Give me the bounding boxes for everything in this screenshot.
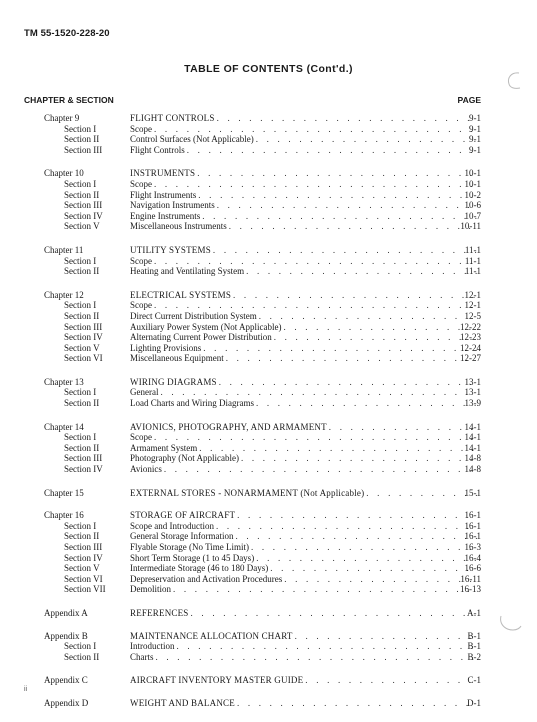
dot-leader	[246, 266, 477, 277]
page-number: 12-23	[460, 332, 481, 343]
page-number: 12-24	[460, 342, 481, 353]
toc-section-entry	[0, 179, 537, 190]
dot-leader	[366, 488, 477, 499]
page-number: 13-9	[464, 398, 481, 409]
dot-leader	[217, 200, 477, 211]
toc-section-entry	[0, 256, 537, 267]
toc-block	[0, 608, 537, 619]
section-title: Direct Current Distribution System	[130, 310, 257, 321]
section-label: Section I	[64, 300, 97, 311]
toc-entry-line	[130, 332, 477, 343]
toc-section-entry	[0, 134, 537, 145]
page-number: 11-1	[464, 266, 481, 277]
toc-main-entry	[0, 488, 537, 499]
section-title: Scope	[130, 178, 152, 189]
toc-block	[0, 113, 537, 155]
section-title: Scope	[130, 255, 152, 266]
toc-section-entry	[0, 200, 537, 211]
section-label: Section III	[64, 453, 103, 464]
dot-leader	[295, 631, 477, 642]
toc-entry-line	[130, 300, 477, 311]
toc-section-entry	[0, 584, 537, 595]
page-number: 12-1	[464, 289, 481, 300]
section-title: Control Surfaces (Not Applicable)	[130, 134, 254, 145]
toc-section-entry	[0, 641, 537, 652]
dot-leader	[213, 245, 477, 256]
dot-leader	[199, 443, 477, 454]
toc-entry-line	[130, 608, 477, 619]
section-title: Intermediate Storage (46 to 180 Days)	[130, 563, 269, 574]
toc-entry-line	[130, 453, 477, 464]
section-label: Section VII	[64, 584, 106, 595]
toc-section-entry	[0, 145, 537, 156]
dot-leader	[305, 675, 477, 686]
section-label: Section II	[64, 651, 100, 662]
dot-leader	[203, 343, 477, 354]
binder-hole-mark-top	[503, 70, 525, 92]
dot-leader	[160, 387, 477, 398]
toc-entry-line	[130, 443, 477, 454]
dot-leader	[156, 652, 478, 663]
section-title: Photography (Not Applicable)	[130, 453, 239, 464]
toc-section-entry	[0, 266, 537, 277]
chapter-label: Chapter 16	[44, 510, 84, 521]
section-title: Flyable Storage (No Time Limit)	[130, 542, 249, 552]
toc-section-entry	[0, 300, 537, 311]
page-number: 9-1	[469, 144, 481, 155]
page-number: 10-6	[464, 200, 481, 211]
toc-entry-line	[130, 432, 477, 443]
section-title: Lighting Provisions	[130, 342, 202, 353]
toc-section-entry	[0, 443, 537, 454]
toc-entry-line	[130, 343, 477, 354]
toc-block	[0, 631, 537, 663]
page-number: 13-1	[464, 376, 481, 387]
document-id: TM 55-1520-228-20	[24, 28, 110, 39]
page-number: 16-6	[464, 563, 481, 574]
section-label: Section III	[64, 200, 103, 211]
toc-entry-line	[130, 553, 477, 564]
toc-section-entry	[0, 322, 537, 333]
section-label: Section I	[64, 641, 97, 652]
scan-mark-corner: ii	[24, 686, 28, 693]
page-number: 10-11	[460, 221, 481, 232]
chapter-label: Chapter 15	[44, 487, 84, 498]
toc-main-entry	[0, 675, 537, 686]
toc-section-entry	[0, 521, 537, 532]
dot-leader	[226, 353, 477, 364]
dot-leader	[202, 211, 477, 222]
section-label: Section I	[64, 387, 97, 398]
toc-section-entry	[0, 563, 537, 574]
toc-entry-line	[130, 510, 477, 521]
dot-leader	[241, 453, 477, 464]
toc-entry-line	[130, 641, 477, 652]
toc-section-entry	[0, 221, 537, 232]
chapter-label: Appendix C	[44, 675, 88, 686]
dot-leader	[197, 168, 477, 179]
page-number: 12-27	[460, 353, 481, 364]
toc-entry-line	[130, 631, 477, 642]
toc-entry-line	[130, 542, 477, 553]
section-label: Section IV	[64, 552, 103, 563]
section-title: Scope	[130, 432, 152, 443]
section-label: Section II	[64, 442, 100, 453]
chapter-label: Chapter 13	[44, 376, 84, 387]
chapter-label: Appendix A	[44, 607, 88, 618]
toc-entry-line	[130, 145, 477, 156]
toc-section-entry	[0, 574, 537, 585]
section-label: Section II	[64, 310, 100, 321]
toc-block	[0, 377, 537, 409]
section-label: Section II	[64, 266, 100, 277]
table-of-contents	[0, 113, 537, 722]
chapter-title: WIRING DIAGRAMS	[130, 376, 217, 387]
toc-section-entry	[0, 432, 537, 443]
page-number: 16-1	[464, 531, 481, 542]
chapter-title: AIRCRAFT INVENTORY MASTER GUIDE	[130, 675, 304, 686]
toc-section-entry	[0, 531, 537, 542]
section-title: Scope	[130, 300, 152, 311]
binder-hole-mark-bottom	[497, 612, 523, 634]
section-title: Flight Controls	[130, 144, 185, 155]
dot-leader	[191, 608, 477, 619]
chapter-section-column-header: CHAPTER & SECTION	[24, 95, 114, 105]
page-number: 14-8	[464, 453, 481, 464]
toc-section-entry	[0, 311, 537, 322]
page-number: 9-1	[469, 134, 481, 145]
toc-section-entry	[0, 464, 537, 475]
chapter-label: Appendix D	[44, 697, 89, 708]
section-title: Introduction	[130, 641, 175, 652]
page-number: 14-8	[464, 464, 481, 475]
page-number: 9-1	[469, 123, 481, 134]
toc-entry-line	[130, 584, 477, 595]
page-title: TABLE OF CONTENTS (Cont'd.)	[184, 63, 353, 75]
section-label: Section IV	[64, 464, 103, 475]
toc-entry-line	[130, 211, 477, 222]
section-label: Section III	[64, 542, 103, 552]
dot-leader	[274, 332, 477, 343]
dot-leader	[154, 179, 477, 190]
page-number: B-1	[467, 630, 481, 641]
chapter-label: Chapter 9	[44, 113, 80, 123]
toc-main-entry	[0, 113, 537, 124]
dot-leader	[259, 311, 477, 322]
chapter-title: ELECTRICAL SYSTEMS	[130, 289, 232, 300]
chapter-label: Chapter 10	[44, 168, 84, 179]
toc-entry-line	[130, 531, 477, 542]
toc-entry-line	[130, 190, 477, 201]
chapter-label: Chapter 11	[44, 244, 84, 255]
toc-entry-line	[130, 266, 477, 277]
section-title: Depreservation and Activation Procedures	[130, 573, 283, 584]
section-title: General Storage Information	[130, 531, 234, 542]
page-number: 16-1	[464, 510, 481, 521]
toc-entry-line	[130, 168, 477, 179]
toc-main-entry	[0, 631, 537, 642]
dot-leader	[256, 398, 477, 409]
section-label: Section III	[64, 144, 103, 155]
dot-leader	[237, 510, 477, 521]
section-label: Section V	[64, 342, 100, 353]
section-label: Section I	[64, 520, 97, 531]
section-title: Flight Instruments	[130, 189, 197, 200]
toc-entry-line	[130, 574, 477, 585]
toc-block	[0, 422, 537, 475]
page-number: 11-1	[464, 255, 481, 266]
chapter-title: FLIGHT CONTROLS	[130, 113, 215, 123]
toc-main-entry	[0, 510, 537, 521]
chapter-title: MAINTENANCE ALLOCATION CHART	[130, 630, 293, 641]
section-title: Load Charts and Wiring Diagrams	[130, 398, 254, 409]
toc-section-entry	[0, 332, 537, 343]
section-title: Charts	[130, 651, 154, 662]
section-title: Scope	[130, 123, 152, 134]
toc-entry-line	[130, 290, 477, 301]
page-number: 10-7	[464, 210, 481, 221]
dot-leader	[154, 300, 477, 311]
section-label: Section IV	[64, 210, 103, 221]
section-label: Section VI	[64, 353, 103, 364]
section-label: Section VI	[64, 573, 103, 584]
page-number: 16-4	[464, 552, 481, 563]
section-label: Section I	[64, 432, 97, 443]
page-number: D-1	[467, 697, 481, 708]
section-title: Avionics	[130, 464, 162, 475]
section-title: Demolition	[130, 584, 171, 595]
page-number: 10-1	[464, 178, 481, 189]
toc-section-entry	[0, 190, 537, 201]
dot-leader	[177, 641, 478, 652]
chapter-label: Chapter 14	[44, 421, 84, 432]
dot-leader	[154, 432, 477, 443]
section-title: Heating and Ventilating System	[130, 266, 245, 277]
toc-entry-line	[130, 113, 477, 124]
toc-block	[0, 488, 537, 499]
dot-leader	[270, 563, 477, 574]
dot-leader	[256, 134, 477, 145]
toc-section-entry	[0, 353, 537, 364]
page-number: C-1	[467, 675, 481, 686]
dot-leader	[187, 145, 477, 156]
section-label: Section I	[64, 123, 97, 134]
section-title: Miscellaneous Equipment	[130, 353, 224, 364]
dot-leader	[284, 574, 477, 585]
page-number: 16-13	[460, 584, 481, 595]
page-number: 14-1	[464, 442, 481, 453]
toc-section-entry	[0, 542, 537, 553]
chapter-title: EXTERNAL STORES - NONARMAMENT (Not Applicable)	[130, 487, 365, 498]
dot-leader	[216, 521, 477, 532]
toc-main-entry	[0, 290, 537, 301]
section-label: Section V	[64, 563, 100, 574]
dot-leader	[217, 113, 477, 124]
toc-block	[0, 290, 537, 364]
section-title: Armament System	[130, 442, 198, 453]
page-number: 16-11	[460, 573, 481, 584]
toc-main-entry	[0, 608, 537, 619]
chapter-title: INSTRUMENTS	[130, 168, 196, 179]
toc-block	[0, 510, 537, 595]
dot-leader	[256, 553, 477, 564]
section-label: Section I	[64, 255, 97, 266]
toc-section-entry	[0, 343, 537, 354]
toc-block	[0, 245, 537, 277]
toc-section-entry	[0, 553, 537, 564]
page-number: 12-5	[464, 310, 481, 321]
dot-leader	[219, 377, 477, 388]
page-column-header: PAGE	[457, 95, 481, 105]
toc-block	[0, 168, 537, 232]
section-label: Section II	[64, 398, 100, 409]
toc-entry-line	[130, 322, 477, 333]
page-number: 12-22	[460, 321, 481, 332]
section-label: Section III	[64, 321, 103, 332]
toc-section-entry	[0, 453, 537, 464]
dot-leader	[154, 256, 477, 267]
page-number: B-2	[467, 651, 481, 662]
dot-leader	[154, 124, 477, 135]
toc-block	[0, 675, 537, 686]
dot-leader	[283, 322, 477, 333]
toc-entry-line	[130, 353, 477, 364]
page-number: A-1	[467, 607, 481, 618]
chapter-title: UTILITY SYSTEMS	[130, 244, 211, 255]
dot-leader	[329, 422, 477, 433]
toc-entry-line	[130, 124, 477, 135]
page-number: B-1	[467, 641, 481, 652]
chapter-title: AVIONICS, PHOTOGRAPHY, AND ARMAMENT	[130, 421, 327, 432]
section-title: General	[130, 387, 159, 398]
section-label: Section V	[64, 221, 100, 232]
dot-leader	[233, 290, 477, 301]
toc-entry-line	[130, 652, 477, 663]
section-label: Section IV	[64, 332, 103, 343]
section-title: Short Term Storage (1 to 45 Days)	[130, 552, 255, 563]
section-title: Scope and Introduction	[130, 520, 214, 531]
section-label: Section II	[64, 531, 100, 542]
section-title: Engine Instruments	[130, 210, 201, 221]
chapter-title: REFERENCES	[130, 607, 189, 618]
toc-entry-line	[130, 398, 477, 409]
toc-section-entry	[0, 124, 537, 135]
toc-entry-line	[130, 256, 477, 267]
dot-leader	[229, 221, 477, 232]
toc-main-entry	[0, 168, 537, 179]
toc-entry-line	[130, 675, 477, 686]
toc-section-entry	[0, 211, 537, 222]
toc-main-entry	[0, 422, 537, 433]
section-title: Miscellaneous Instruments	[130, 221, 227, 232]
page-number: 16-1	[464, 520, 481, 531]
page-number: 16-3	[464, 542, 481, 552]
page-number: 14-1	[464, 432, 481, 443]
section-label: Section I	[64, 178, 97, 189]
toc-entry-line	[130, 134, 477, 145]
toc-section-entry	[0, 387, 537, 398]
section-title: Auxiliary Power System (Not Applicable)	[130, 321, 282, 332]
toc-entry-line	[130, 245, 477, 256]
chapter-title: WEIGHT AND BALANCE	[130, 697, 235, 708]
toc-entry-line	[130, 563, 477, 574]
dot-leader	[251, 542, 477, 553]
page-number: 10-2	[464, 189, 481, 200]
toc-main-entry	[0, 245, 537, 256]
chapter-label: Chapter 12	[44, 289, 84, 300]
chapter-title: STORAGE OF AIRCRAFT	[130, 510, 236, 521]
section-label: Section II	[64, 189, 100, 200]
section-title: Alternating Current Power Distribution	[130, 332, 272, 343]
dot-leader	[235, 531, 477, 542]
toc-entry-line	[130, 377, 477, 388]
page-number: 12-1	[464, 300, 481, 311]
toc-entry-line	[130, 464, 477, 475]
toc-section-entry	[0, 652, 537, 663]
section-title: Navigation Instruments	[130, 200, 215, 211]
toc-entry-line	[130, 387, 477, 398]
page-number: 14-1	[464, 421, 481, 432]
toc-entry-line	[130, 311, 477, 322]
toc-entry-line	[130, 521, 477, 532]
section-label: Section II	[64, 134, 100, 145]
page-number: 13-1	[464, 387, 481, 398]
dot-leader	[173, 584, 477, 595]
toc-entry-line	[130, 200, 477, 211]
dot-leader	[198, 190, 477, 201]
toc-section-entry	[0, 398, 537, 409]
page-number: 15-1	[464, 487, 481, 498]
toc-entry-line	[130, 179, 477, 190]
chapter-label: Appendix B	[44, 630, 88, 641]
page-number: 9-1	[469, 113, 481, 123]
toc-entry-line	[130, 422, 477, 433]
dot-leader	[164, 464, 477, 475]
page-number: 10-1	[464, 168, 481, 179]
page-number: 11-1	[464, 244, 481, 255]
toc-main-entry	[0, 377, 537, 388]
toc-entry-line	[130, 221, 477, 232]
toc-entry-line	[130, 488, 477, 499]
